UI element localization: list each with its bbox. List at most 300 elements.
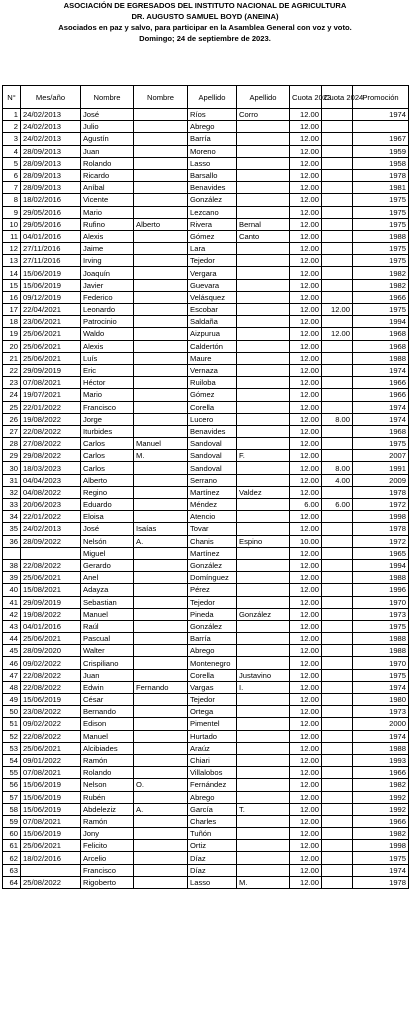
cell-second-surname <box>237 657 290 669</box>
cell-second-name <box>134 145 188 157</box>
cell-number: 60 <box>3 828 21 840</box>
cell-first-name: Alexis <box>81 340 134 352</box>
document-date: Domingo; 24 de septiembre de 2023. <box>139 34 271 43</box>
cell-promotion: 1978 <box>353 169 409 181</box>
cell-surname: Saldaña <box>188 316 237 328</box>
cell-promotion: 1968 <box>353 340 409 352</box>
cell-promotion: 1974 <box>353 109 409 121</box>
cell-date: 25/06/2021 <box>21 328 81 340</box>
cell-surname: García <box>188 803 237 815</box>
table-row <box>3 462 409 474</box>
cell-first-name: Javier <box>81 279 134 291</box>
cell-fee-2023: 12.00 <box>290 145 322 157</box>
cell-promotion: 1996 <box>353 584 409 596</box>
table-row <box>3 267 409 279</box>
cell-number: 9 <box>3 206 21 218</box>
cell-promotion: 1988 <box>353 742 409 754</box>
cell-first-name: Raúl <box>81 620 134 632</box>
cell-number: 1 <box>3 109 21 121</box>
members-table <box>2 85 409 889</box>
cell-first-name: Gerardo <box>81 559 134 571</box>
cell-first-name: Edwin <box>81 681 134 693</box>
cell-fee-2024 <box>322 694 353 706</box>
cell-fee-2024 <box>322 316 353 328</box>
cell-second-surname <box>237 596 290 608</box>
cell-fee-2023: 12.00 <box>290 389 322 401</box>
cell-second-name <box>134 182 188 194</box>
cell-surname: Rivera <box>188 218 237 230</box>
cell-first-name: Héctor <box>81 377 134 389</box>
cell-promotion: 1958 <box>353 157 409 169</box>
cell-first-name: Sebastian <box>81 596 134 608</box>
cell-first-name: Waldo <box>81 328 134 340</box>
cell-surname: Ortega <box>188 706 237 718</box>
cell-second-name <box>134 340 188 352</box>
table-row <box>3 352 409 364</box>
cell-second-name <box>134 328 188 340</box>
cell-surname: Pineda <box>188 608 237 620</box>
cell-second-surname <box>237 389 290 401</box>
cell-fee-2023: 12.00 <box>290 742 322 754</box>
table-row <box>3 206 409 218</box>
cell-second-name <box>134 596 188 608</box>
cell-surname: Araúz <box>188 742 237 754</box>
cell-fee-2023: 10.00 <box>290 535 322 547</box>
cell-number: 46 <box>3 657 21 669</box>
cell-second-surname <box>237 633 290 645</box>
cell-fee-2024 <box>322 559 353 571</box>
cell-second-surname <box>237 377 290 389</box>
cell-second-surname: Canto <box>237 230 290 242</box>
cell-fee-2024 <box>322 779 353 791</box>
cell-number: 8 <box>3 194 21 206</box>
cell-first-name: José <box>81 109 134 121</box>
header-spacer <box>0 44 410 85</box>
cell-first-name: Francisco <box>81 864 134 876</box>
cell-promotion <box>353 121 409 133</box>
cell-second-name <box>134 206 188 218</box>
table-row <box>3 779 409 791</box>
cell-surname: Tejedor <box>188 694 237 706</box>
cell-second-surname <box>237 462 290 474</box>
cell-surname: Corella <box>188 669 237 681</box>
cell-surname: Lezcano <box>188 206 237 218</box>
column-header-fee-2023: Cuota 2023 <box>290 86 322 109</box>
cell-fee-2024 <box>322 633 353 645</box>
cell-promotion: 1966 <box>353 815 409 827</box>
cell-number: 17 <box>3 304 21 316</box>
cell-surname: Barsallo <box>188 169 237 181</box>
cell-fee-2024 <box>322 730 353 742</box>
cell-promotion: 1982 <box>353 267 409 279</box>
cell-second-name <box>134 486 188 498</box>
cell-surname: Domínguez <box>188 572 237 584</box>
cell-date: 29/09/2019 <box>21 596 81 608</box>
column-header-surname: Apellido <box>188 86 237 109</box>
cell-number: 13 <box>3 255 21 267</box>
cell-surname: Tuñón <box>188 828 237 840</box>
cell-number: 12 <box>3 243 21 255</box>
cell-first-name: Juan <box>81 669 134 681</box>
cell-first-name: Regino <box>81 486 134 498</box>
cell-promotion: 1993 <box>353 754 409 766</box>
cell-date: 29/09/2019 <box>21 364 81 376</box>
cell-second-surname: Bernal <box>237 218 290 230</box>
cell-second-surname <box>237 133 290 145</box>
cell-fee-2023: 12.00 <box>290 511 322 523</box>
cell-date: 04/01/2016 <box>21 230 81 242</box>
cell-date: 23/08/2022 <box>21 706 81 718</box>
cell-second-name <box>134 279 188 291</box>
cell-fee-2023: 12.00 <box>290 852 322 864</box>
table-body <box>3 109 409 889</box>
table-row <box>3 694 409 706</box>
cell-number: 61 <box>3 840 21 852</box>
cell-promotion: 1970 <box>353 657 409 669</box>
cell-second-name: Manuel <box>134 438 188 450</box>
cell-second-surname: Justavino <box>237 669 290 681</box>
cell-date: 15/06/2019 <box>21 791 81 803</box>
cell-promotion: 1975 <box>353 206 409 218</box>
table-row <box>3 669 409 681</box>
cell-fee-2023: 12.00 <box>290 584 322 596</box>
cell-number: 40 <box>3 584 21 596</box>
cell-fee-2023: 12.00 <box>290 413 322 425</box>
cell-second-name <box>134 304 188 316</box>
cell-fee-2024 <box>322 511 353 523</box>
cell-date: 25/06/2021 <box>21 742 81 754</box>
cell-date: 04/01/2016 <box>21 620 81 632</box>
cell-surname: Chiari <box>188 754 237 766</box>
cell-second-surname <box>237 852 290 864</box>
cell-fee-2024 <box>322 486 353 498</box>
cell-fee-2023: 12.00 <box>290 109 322 121</box>
cell-promotion: 2009 <box>353 474 409 486</box>
cell-second-surname <box>237 328 290 340</box>
cell-first-name: Nelsón <box>81 535 134 547</box>
cell-surname: Martínez <box>188 547 237 559</box>
cell-second-surname <box>237 694 290 706</box>
cell-fee-2023: 12.00 <box>290 304 322 316</box>
cell-second-surname <box>237 121 290 133</box>
cell-promotion: 1975 <box>353 304 409 316</box>
cell-promotion: 1966 <box>353 389 409 401</box>
table-row <box>3 499 409 511</box>
cell-fee-2023: 12.00 <box>290 169 322 181</box>
cell-surname: González <box>188 620 237 632</box>
table-row <box>3 730 409 742</box>
cell-promotion: 1974 <box>353 864 409 876</box>
cell-fee-2024 <box>322 255 353 267</box>
table-row <box>3 840 409 852</box>
cell-second-name: A. <box>134 535 188 547</box>
table-row <box>3 182 409 194</box>
cell-promotion: 1974 <box>353 401 409 413</box>
cell-second-surname <box>237 340 290 352</box>
cell-second-surname <box>237 182 290 194</box>
cell-promotion: 1972 <box>353 499 409 511</box>
cell-surname: Tejedor <box>188 255 237 267</box>
cell-second-surname <box>237 243 290 255</box>
table-row <box>3 681 409 693</box>
cell-fee-2024 <box>322 267 353 279</box>
cell-date: 07/08/2021 <box>21 377 81 389</box>
cell-date: 09/12/2019 <box>21 291 81 303</box>
cell-second-name <box>134 754 188 766</box>
cell-second-surname <box>237 559 290 571</box>
cell-surname: Guevara <box>188 279 237 291</box>
cell-promotion: 1975 <box>353 438 409 450</box>
cell-surname: Hurtado <box>188 730 237 742</box>
table-row <box>3 328 409 340</box>
cell-first-name: Luís <box>81 352 134 364</box>
cell-fee-2024 <box>322 645 353 657</box>
cell-date: 27/11/2016 <box>21 255 81 267</box>
cell-fee-2024: 8.00 <box>322 413 353 425</box>
table-row <box>3 754 409 766</box>
cell-date: 24/02/2013 <box>21 109 81 121</box>
cell-first-name: Eric <box>81 364 134 376</box>
cell-number: 7 <box>3 182 21 194</box>
cell-first-name: César <box>81 694 134 706</box>
cell-date: 09/02/2022 <box>21 718 81 730</box>
cell-fee-2023: 12.00 <box>290 364 322 376</box>
cell-date: 22/08/2022 <box>21 730 81 742</box>
cell-surname: Vargas <box>188 681 237 693</box>
cell-fee-2023: 12.00 <box>290 474 322 486</box>
table-row <box>3 828 409 840</box>
cell-date: 18/02/2016 <box>21 194 81 206</box>
cell-second-surname <box>237 754 290 766</box>
cell-fee-2023: 12.00 <box>290 694 322 706</box>
table-row <box>3 450 409 462</box>
cell-surname: Lara <box>188 243 237 255</box>
cell-date: 19/08/2022 <box>21 413 81 425</box>
cell-date: 04/08/2022 <box>21 486 81 498</box>
cell-second-surname: I. <box>237 681 290 693</box>
cell-promotion: 1988 <box>353 230 409 242</box>
cell-second-surname <box>237 791 290 803</box>
column-header-first-name: Nombre <box>81 86 134 109</box>
cell-fee-2023: 12.00 <box>290 279 322 291</box>
cell-number: 57 <box>3 791 21 803</box>
cell-fee-2023: 12.00 <box>290 791 322 803</box>
cell-first-name: Alberto <box>81 474 134 486</box>
cell-second-surname <box>237 438 290 450</box>
cell-second-surname <box>237 157 290 169</box>
cell-second-surname <box>237 145 290 157</box>
cell-fee-2023: 12.00 <box>290 486 322 498</box>
cell-number: 18 <box>3 316 21 328</box>
cell-number: 24 <box>3 389 21 401</box>
cell-number <box>3 547 21 559</box>
cell-number: 45 <box>3 645 21 657</box>
cell-date: 28/09/2020 <box>21 645 81 657</box>
cell-second-surname <box>237 730 290 742</box>
table-row <box>3 608 409 620</box>
cell-promotion: 1994 <box>353 316 409 328</box>
cell-fee-2024 <box>322 438 353 450</box>
cell-first-name: Walter <box>81 645 134 657</box>
table-row <box>3 364 409 376</box>
document-header <box>0 0 410 44</box>
cell-date <box>21 864 81 876</box>
cell-date: 28/09/2013 <box>21 182 81 194</box>
cell-promotion: 1992 <box>353 791 409 803</box>
cell-second-name <box>134 255 188 267</box>
cell-surname: Pimentel <box>188 718 237 730</box>
cell-fee-2023: 12.00 <box>290 243 322 255</box>
cell-second-name: A. <box>134 803 188 815</box>
cell-surname: Serrano <box>188 474 237 486</box>
cell-fee-2023: 12.00 <box>290 352 322 364</box>
cell-date: 22/08/2022 <box>21 425 81 437</box>
cell-number: 58 <box>3 803 21 815</box>
cell-promotion: 1988 <box>353 645 409 657</box>
cell-second-surname: M. <box>237 876 290 888</box>
table-row <box>3 133 409 145</box>
cell-promotion: 2007 <box>353 450 409 462</box>
cell-fee-2024 <box>322 194 353 206</box>
cell-second-name <box>134 730 188 742</box>
table-row <box>3 486 409 498</box>
cell-second-surname <box>237 267 290 279</box>
cell-fee-2023: 12.00 <box>290 669 322 681</box>
table-row <box>3 121 409 133</box>
cell-number: 53 <box>3 742 21 754</box>
cell-surname: Díaz <box>188 852 237 864</box>
cell-surname: Moreno <box>188 145 237 157</box>
cell-second-surname <box>237 304 290 316</box>
cell-first-name: Alexis <box>81 230 134 242</box>
cell-second-surname <box>237 547 290 559</box>
cell-second-name <box>134 645 188 657</box>
cell-promotion: 1975 <box>353 669 409 681</box>
cell-number: 21 <box>3 352 21 364</box>
cell-number: 62 <box>3 852 21 864</box>
cell-first-name: Joaquín <box>81 267 134 279</box>
cell-surname: Benavides <box>188 182 237 194</box>
cell-first-name: Manuel <box>81 730 134 742</box>
cell-number: 35 <box>3 523 21 535</box>
cell-date: 29/08/2022 <box>21 450 81 462</box>
cell-number: 39 <box>3 572 21 584</box>
table-row <box>3 620 409 632</box>
cell-date: 28/09/2013 <box>21 169 81 181</box>
cell-promotion: 1998 <box>353 840 409 852</box>
cell-date: 29/05/2016 <box>21 206 81 218</box>
table-row <box>3 742 409 754</box>
cell-fee-2024 <box>322 840 353 852</box>
cell-fee-2024 <box>322 620 353 632</box>
cell-number: 10 <box>3 218 21 230</box>
cell-second-name: Alberto <box>134 218 188 230</box>
cell-first-name: Carlos <box>81 438 134 450</box>
cell-second-name <box>134 864 188 876</box>
cell-fee-2023: 12.00 <box>290 121 322 133</box>
cell-second-surname <box>237 401 290 413</box>
cell-promotion: 1972 <box>353 535 409 547</box>
cell-fee-2024 <box>322 596 353 608</box>
cell-date: 24/02/2013 <box>21 133 81 145</box>
cell-date: 07/08/2021 <box>21 815 81 827</box>
cell-date: 04/04/2023 <box>21 474 81 486</box>
cell-second-surname <box>237 572 290 584</box>
cell-second-surname <box>237 511 290 523</box>
table-row <box>3 291 409 303</box>
cell-number: 33 <box>3 499 21 511</box>
cell-surname: Charles <box>188 815 237 827</box>
cell-fee-2023: 12.00 <box>290 206 322 218</box>
cell-first-name: Alcibiades <box>81 742 134 754</box>
cell-surname: Sandoval <box>188 450 237 462</box>
cell-second-name <box>134 669 188 681</box>
cell-second-surname <box>237 316 290 328</box>
cell-fee-2023: 12.00 <box>290 230 322 242</box>
cell-surname: Lucero <box>188 413 237 425</box>
cell-fee-2023: 12.00 <box>290 596 322 608</box>
cell-first-name: Felicito <box>81 840 134 852</box>
cell-fee-2024 <box>322 535 353 547</box>
cell-number: 25 <box>3 401 21 413</box>
cell-date: 18/02/2016 <box>21 852 81 864</box>
cell-fee-2023: 12.00 <box>290 572 322 584</box>
table-row <box>3 377 409 389</box>
cell-promotion: 1988 <box>353 633 409 645</box>
cell-second-surname <box>237 815 290 827</box>
cell-promotion: 1974 <box>353 681 409 693</box>
cell-fee-2023: 6.00 <box>290 499 322 511</box>
cell-fee-2024 <box>322 121 353 133</box>
cell-date: 25/06/2021 <box>21 572 81 584</box>
column-header-fee-2024: Cuota 2024 <box>322 86 353 109</box>
cell-number: 34 <box>3 511 21 523</box>
cell-second-surname: Corro <box>237 109 290 121</box>
cell-promotion: 1975 <box>353 243 409 255</box>
cell-first-name: Patrocinio <box>81 316 134 328</box>
cell-surname: Vergara <box>188 267 237 279</box>
cell-surname: Gómez <box>188 389 237 401</box>
cell-second-name: Isaías <box>134 523 188 535</box>
cell-surname: Abrego <box>188 121 237 133</box>
cell-fee-2024 <box>322 243 353 255</box>
association-subtitle: DR. AUGUSTO SAMUEL BOYD (ANEINA) <box>131 12 279 21</box>
table-row <box>3 413 409 425</box>
table-row <box>3 791 409 803</box>
cell-surname: Villalobos <box>188 767 237 779</box>
cell-surname: Lasso <box>188 876 237 888</box>
cell-date: 15/06/2019 <box>21 828 81 840</box>
cell-surname: Díaz <box>188 864 237 876</box>
cell-second-surname <box>237 840 290 852</box>
cell-fee-2024 <box>322 145 353 157</box>
cell-date: 15/06/2019 <box>21 779 81 791</box>
cell-second-name <box>134 852 188 864</box>
cell-promotion: 1966 <box>353 291 409 303</box>
cell-fee-2024: 6.00 <box>322 499 353 511</box>
cell-fee-2023: 12.00 <box>290 401 322 413</box>
cell-second-name <box>134 815 188 827</box>
cell-second-surname <box>237 742 290 754</box>
cell-number: 56 <box>3 779 21 791</box>
cell-second-name <box>134 352 188 364</box>
cell-promotion: 1968 <box>353 328 409 340</box>
cell-promotion: 1975 <box>353 620 409 632</box>
table-row <box>3 401 409 413</box>
cell-first-name: Eduardo <box>81 499 134 511</box>
cell-second-surname: T. <box>237 803 290 815</box>
cell-second-surname <box>237 718 290 730</box>
